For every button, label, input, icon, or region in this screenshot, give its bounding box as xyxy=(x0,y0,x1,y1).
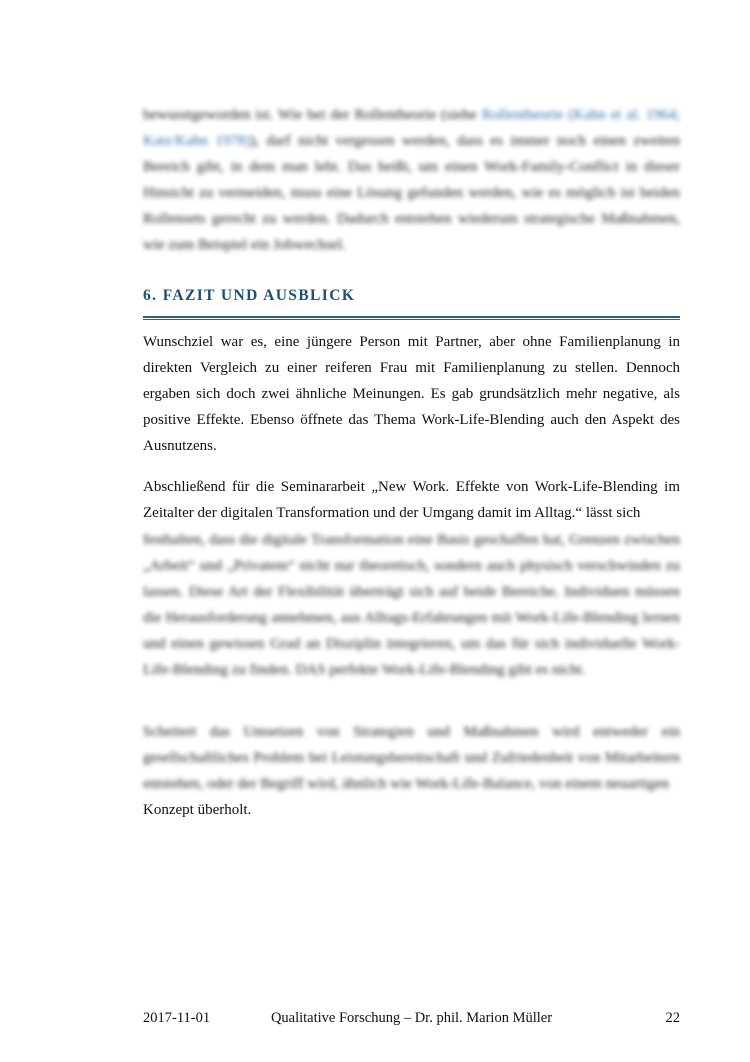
paragraph-2-clear: Abschließend für die Seminararbeit „New Work. Effekte von Work-Life-Blending im Zeitalter der digitalen Transformation und der Umgang damit im Alltag.“ lässt sich xyxy=(143,479,680,521)
paragraph-3-blurred: Scheitert das Umsetzen von Strategien und Maßnahmen wird entweder ein gesellschaftliches Problem bei Leistungsbereitschaft und Zufriedenheit von Mitarbeitern entstehen, oder der Begriff wird, ähnlich wie Work-Life-Balance, von einem neuartigen xyxy=(143,724,680,792)
page-number: 22 xyxy=(665,1010,680,1026)
paragraph-3-clear: Konzept überholt. xyxy=(143,802,252,818)
top-paragraph-blurred xyxy=(143,102,680,258)
footer-date: 2017-11-01 xyxy=(143,1010,211,1026)
footer-title: Qualitative Forschung – Dr. phil. Marion Müller xyxy=(270,1010,553,1026)
paragraph-2-blurred: festhalten, dass die digitale Transformation eine Basis geschaffen hat, Grenzen zwischen „Arbeit“ und „Privatem“ nicht nur theoretisch, sondern auch physisch verschwinden zu lassen. Diese Art der Flexibilität überträgt sich auf beide Bereiche. Individuen müssen die Herausforderung annehmen, aus Alltags-Erfahrungen mit Work-Life-Blending lernen und einen gewissen Grad an Disziplin integrieren, um das für sich individuelle Work-Life-Blending zu finden. DAS perfekte Work-Life-Blending gibt es nicht. xyxy=(143,532,680,678)
reference-link[interactable]: Rollentheorie (Kahn et al. 1964; Katz/Kahn 1978) xyxy=(143,107,680,149)
section-heading: 6. FAZIT UND AUSBLICK xyxy=(143,287,356,304)
top-paragraph-text-after: ), darf nicht vergessen werden, dass es immer noch einen zweiten Bereich gibt, in dem man lebt. Das heißt, um einen Work-Family-Conflict in dieser Hinsicht zu vermeiden, muss eine Lösung gefunden werden, wie es möglich ist beiden Rollensets gerecht zu werden. Dadurch entstehen wiederum strategische Maßnahmen, wie zum Beispiel ein Jobwechsel. xyxy=(143,133,680,253)
heading-divider xyxy=(143,316,680,320)
top-paragraph-text-before: bewusstgeworden ist. Wie bei der Rollentheorie (siehe xyxy=(143,107,482,123)
paragraph-1: Wunschziel war es, eine jüngere Person mit Partner, aber ohne Familienplanung in direkten Vergleich zu einer reiferen Frau mit Familienplanung zu stellen. Dennoch ergaben sich doch zwei ähnliche Meinungen. Es gab grundsätzlich mehr negative, als positive Effekte. Ebenso öffnete das Thema Work-Life-Blending auch den Aspekt des Ausnutzens. xyxy=(143,334,680,454)
